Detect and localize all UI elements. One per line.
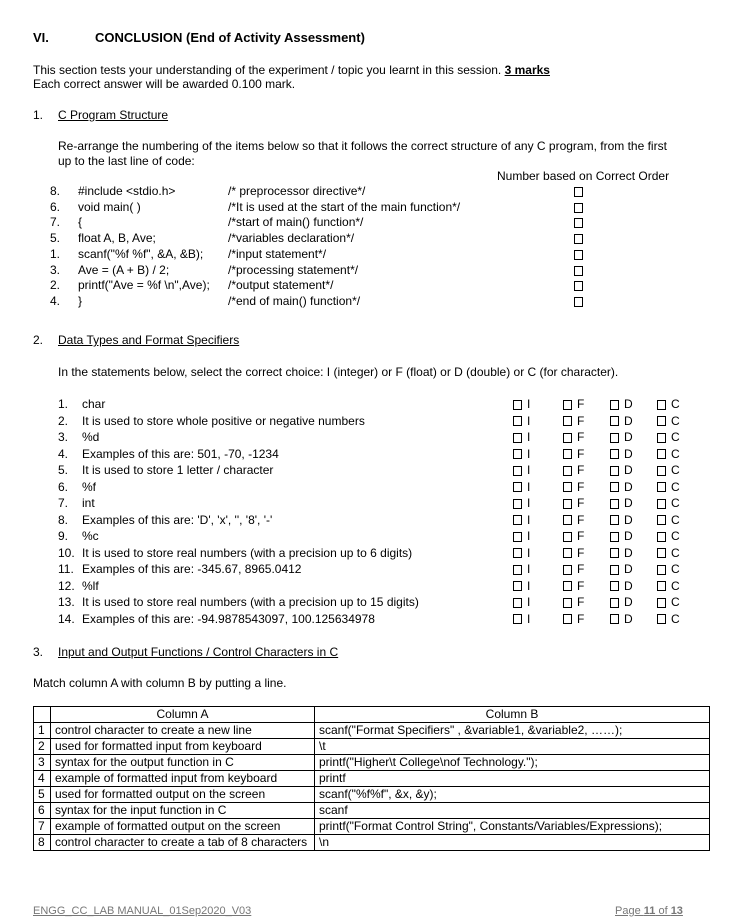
choice-c[interactable] (657, 430, 680, 444)
code-comment: /* preprocessor directive*/ (228, 184, 366, 198)
table-row (34, 755, 710, 771)
matching-table (33, 706, 710, 851)
choice-i[interactable] (513, 463, 530, 477)
column-b-cell: scanf (315, 803, 710, 819)
footer-page (615, 905, 683, 917)
column-a-cell: syntax for the output function in C (51, 755, 315, 771)
order-checkbox[interactable] (574, 297, 583, 307)
choice-d[interactable] (610, 546, 633, 560)
footer-doc-id: ENGG_CC_LAB MANUAL_01Sep2020_V03 (33, 905, 252, 917)
choice-f[interactable] (563, 463, 584, 477)
item-text: %f (82, 479, 97, 494)
table-header-row (34, 707, 710, 723)
checkbox[interactable] (610, 532, 619, 542)
checkbox[interactable] (513, 515, 522, 525)
checkbox[interactable] (657, 499, 666, 509)
choice-label: I (527, 496, 531, 510)
choice-label: C (671, 397, 680, 411)
item-number: 6. (50, 199, 61, 214)
choice-label: C (671, 595, 680, 609)
item-number: 2. (50, 278, 61, 293)
q3-number: 3. (33, 645, 44, 659)
item-number: 3. (58, 430, 69, 444)
choice-label: D (624, 578, 633, 593)
column-a-cell: example of formatted output on the screen (51, 819, 315, 835)
choice-f[interactable] (563, 496, 584, 510)
code-line: } (78, 293, 83, 308)
choice-label: I (527, 545, 531, 560)
choice-label: D (624, 611, 633, 626)
column-b-cell: \t (315, 739, 710, 755)
checkbox[interactable] (563, 614, 572, 624)
choice-label: F (577, 413, 585, 428)
item-number: 3. (50, 262, 61, 277)
checkbox[interactable] (657, 433, 666, 443)
order-checkbox[interactable] (574, 234, 583, 244)
item-number: 5. (58, 463, 69, 477)
q1-number: 1. (33, 108, 44, 122)
checkbox[interactable] (513, 416, 522, 426)
choice-label: C (671, 413, 680, 428)
choice-d[interactable] (610, 595, 633, 609)
checkbox[interactable] (610, 433, 619, 443)
table-row (34, 787, 710, 803)
choice-c[interactable] (657, 463, 680, 477)
q1-title: C Program Structure (58, 108, 169, 122)
item-number: 6. (58, 479, 69, 494)
checkbox[interactable] (657, 581, 666, 591)
choice-i[interactable] (513, 546, 530, 560)
code-line: #include <stdio.h> (78, 184, 176, 198)
item-text: Examples of this are: 'D', 'x', '', '8', '-' (82, 512, 273, 527)
choice-d[interactable] (610, 612, 633, 626)
choice-d[interactable] (610, 480, 633, 494)
column-b-cell: \n (315, 835, 710, 851)
checkbox[interactable] (610, 416, 619, 426)
order-checkbox[interactable] (574, 203, 583, 213)
choice-d[interactable] (610, 414, 633, 428)
item-text: Examples of this are: 501, -70, -1234 (82, 446, 279, 461)
intro-line1 (33, 63, 550, 77)
column-a-cell: control character to create a new line (51, 723, 315, 739)
choice-label: D (624, 397, 633, 411)
choice-label: I (527, 512, 531, 527)
choice-label: I (527, 578, 531, 593)
choice-label: C (671, 496, 680, 510)
item-text: %lf (82, 578, 99, 593)
choice-i[interactable] (513, 397, 530, 411)
q2-number: 2. (33, 333, 44, 347)
checkbox[interactable] (657, 532, 666, 542)
checkbox[interactable] (657, 548, 666, 558)
choice-label: F (577, 446, 585, 461)
checkbox[interactable] (513, 614, 522, 624)
choice-label: I (527, 430, 531, 444)
choice-c[interactable] (657, 513, 680, 527)
order-checkbox[interactable] (574, 266, 583, 276)
choice-f[interactable] (563, 595, 584, 609)
column-b-cell: printf("Higher\t College\nof Technology."); (315, 755, 710, 771)
choice-label: I (527, 611, 531, 626)
choice-f[interactable] (563, 529, 584, 543)
choice-i[interactable] (513, 579, 530, 593)
column-b-cell: scanf("%f%f", &x, &y); (315, 787, 710, 803)
choice-c[interactable] (657, 496, 680, 510)
checkbox[interactable] (610, 515, 619, 525)
item-number: 7. (50, 215, 61, 230)
checkbox[interactable] (513, 532, 522, 542)
choice-label: F (577, 545, 585, 560)
choice-label: C (671, 446, 680, 461)
checkbox[interactable] (657, 598, 666, 608)
checkbox[interactable] (513, 466, 522, 476)
item-number: 13. (58, 595, 75, 609)
choice-label: D (624, 512, 633, 527)
checkbox[interactable] (563, 416, 572, 426)
section-title: CONCLUSION (End of Activity Assessment) (95, 30, 365, 45)
row-number: 7 (34, 819, 51, 835)
checkbox[interactable] (513, 433, 522, 443)
choice-label: D (624, 562, 633, 576)
q1-instruction2: up to the last line of code: (58, 154, 195, 168)
item-number: 11. (58, 562, 74, 576)
choice-label: I (527, 562, 531, 576)
checkbox[interactable] (513, 581, 522, 591)
checkbox[interactable] (563, 400, 572, 410)
column-a-cell: control character to create a tab of 8 characters (51, 835, 315, 851)
item-text: Examples of this are: -94.9878543097, 100.125634978 (82, 611, 375, 626)
choice-c[interactable] (657, 529, 680, 543)
choice-label: F (577, 463, 585, 477)
checkbox[interactable] (610, 565, 619, 575)
choice-i[interactable] (513, 595, 530, 609)
code-comment: /*end of main() function*/ (228, 293, 361, 308)
q1-column-header: Number based on Correct Order (497, 169, 670, 183)
choice-f[interactable] (563, 447, 584, 461)
q2-title: Data Types and Format Specifiers (58, 333, 240, 347)
choice-label: F (577, 611, 585, 626)
checkbox[interactable] (657, 565, 666, 575)
checkbox[interactable] (657, 515, 666, 525)
checkbox[interactable] (563, 515, 572, 525)
choice-label: F (577, 512, 585, 527)
choice-f[interactable] (563, 513, 584, 527)
column-b-cell: printf (315, 771, 710, 787)
page-number: 11 (643, 905, 656, 917)
q1-instruction1: Re-arrange the numbering of the items below so that it follows the correct structure of any C program, from the first (58, 139, 667, 153)
checkbox[interactable] (563, 548, 572, 558)
choice-i[interactable] (513, 612, 530, 626)
checkbox[interactable] (513, 548, 522, 558)
choice-c[interactable] (657, 480, 680, 494)
column-a-cell: syntax for the input function in C (51, 803, 315, 819)
choice-label: F (577, 479, 585, 494)
choice-f[interactable] (563, 579, 584, 593)
row-number: 1 (34, 723, 51, 739)
q3-instruction: Match column A with column B by putting a line. (33, 676, 287, 690)
item-text: %c (82, 529, 99, 543)
code-comment: /*variables declaration*/ (228, 231, 355, 246)
choice-f[interactable] (563, 546, 584, 560)
order-checkbox[interactable] (574, 281, 583, 291)
code-line: scanf("%f %f", &A, &B); (78, 246, 204, 261)
choice-c[interactable] (657, 595, 680, 609)
checkbox[interactable] (563, 499, 572, 509)
choice-label: D (624, 413, 633, 428)
checkbox[interactable] (610, 449, 619, 459)
q3-title: Input and Output Functions / Control Characters in C (58, 645, 339, 659)
checkbox[interactable] (563, 433, 572, 443)
checkbox[interactable] (513, 598, 522, 608)
item-text: It is used to store whole positive or negative numbers (82, 413, 365, 428)
checkbox[interactable] (657, 416, 666, 426)
checkbox[interactable] (563, 482, 572, 492)
choice-label: I (527, 463, 531, 477)
choice-i[interactable] (513, 496, 530, 510)
choice-label: F (577, 578, 585, 593)
row-number: 6 (34, 803, 51, 819)
code-line: { (78, 215, 83, 230)
choice-d[interactable] (610, 447, 633, 461)
row-number: 3 (34, 755, 51, 771)
choice-label: F (577, 496, 585, 510)
choice-c[interactable] (657, 612, 680, 626)
order-checkbox[interactable] (574, 187, 583, 197)
checkbox[interactable] (610, 466, 619, 476)
table-row (34, 803, 710, 819)
item-number: 2. (58, 413, 69, 428)
choice-i[interactable] (513, 430, 530, 444)
choice-label: D (624, 430, 633, 444)
choice-label: I (527, 595, 531, 609)
choice-label: D (624, 496, 633, 510)
choice-label: D (624, 595, 633, 609)
code-comment: /*start of main() function*/ (228, 215, 364, 230)
code-comment: /*processing statement*/ (228, 262, 359, 277)
item-text: It is used to store real numbers (with a precision up to 6 digits) (82, 545, 413, 560)
item-text: %d (82, 430, 100, 444)
choice-label: C (671, 512, 680, 527)
checkbox[interactable] (563, 532, 572, 542)
choice-label: F (577, 595, 585, 609)
item-number: 8. (50, 184, 61, 198)
choice-f[interactable] (563, 397, 584, 411)
choice-i[interactable] (513, 529, 530, 543)
item-text: int (82, 496, 95, 510)
checkbox[interactable] (563, 565, 572, 575)
column-b-cell: printf("Format Control String", Constants/Variables/Expressions); (315, 819, 710, 835)
choice-d[interactable] (610, 529, 633, 543)
item-number: 1. (58, 397, 69, 411)
checkbox[interactable] (657, 400, 666, 410)
checkbox[interactable] (513, 565, 522, 575)
column-a-cell: example of formatted input from keyboard (51, 771, 315, 787)
choice-label: C (671, 611, 680, 626)
checkbox[interactable] (657, 466, 666, 476)
page-of: of (655, 905, 671, 917)
marks: 3 marks (504, 63, 550, 77)
item-number: 9. (58, 529, 69, 543)
choice-label: C (671, 529, 680, 543)
choice-c[interactable] (657, 579, 680, 593)
choice-d[interactable] (610, 463, 633, 477)
code-line: Ave = (A + B) / 2; (78, 262, 170, 277)
column-a-header: Column A (51, 707, 315, 723)
choice-label: F (577, 562, 585, 576)
choice-c[interactable] (657, 546, 680, 560)
choice-d[interactable] (610, 579, 633, 593)
choice-label: F (577, 430, 585, 444)
checkbox[interactable] (563, 598, 572, 608)
item-number: 10. (58, 545, 75, 560)
choice-label: I (527, 529, 531, 543)
item-number: 4. (50, 293, 61, 308)
row-number: 4 (34, 771, 51, 787)
page-total: 13 (670, 905, 683, 917)
choice-d[interactable] (610, 430, 633, 444)
page-prefix: Page (615, 905, 644, 917)
choice-label: D (624, 446, 633, 461)
choice-label: D (624, 545, 633, 560)
choice-label: C (671, 430, 680, 444)
q2-instruction: In the statements below, select the correct choice: I (integer) or F (float) or D (double) or C (for character). (58, 365, 619, 379)
order-checkbox[interactable] (574, 250, 583, 260)
checkbox[interactable] (513, 400, 522, 410)
item-number: 4. (58, 446, 69, 461)
item-number: 12. (58, 578, 75, 593)
choice-f[interactable] (563, 480, 584, 494)
code-comment: /*It is used at the start of the main function*/ (228, 199, 461, 214)
item-text: Examples of this are: -345.67, 8965.0412 (82, 562, 302, 576)
choice-i[interactable] (513, 562, 530, 576)
column-b-header: Column B (315, 707, 710, 723)
code-line: void main( ) (78, 199, 141, 214)
choice-label: C (671, 545, 680, 560)
choice-label: D (624, 463, 633, 477)
checkbox[interactable] (563, 466, 572, 476)
checkbox[interactable] (610, 400, 619, 410)
choice-label: F (577, 529, 585, 543)
choice-label: D (624, 529, 633, 543)
choice-label: I (527, 479, 531, 494)
item-number: 5. (50, 231, 61, 246)
checkbox[interactable] (610, 482, 619, 492)
checkbox[interactable] (513, 482, 522, 492)
choice-f[interactable] (563, 612, 584, 626)
choice-i[interactable] (513, 480, 530, 494)
item-text: char (82, 397, 106, 411)
code-line: printf("Ave = %f \n",Ave); (78, 278, 210, 293)
checkbox[interactable] (657, 482, 666, 492)
checkbox[interactable] (610, 548, 619, 558)
row-number: 2 (34, 739, 51, 755)
checkbox[interactable] (513, 449, 522, 459)
choice-label: C (671, 578, 680, 593)
item-number: 8. (58, 512, 69, 527)
table-row (34, 723, 710, 739)
item-number: 7. (58, 496, 69, 510)
item-number: 1. (50, 246, 61, 261)
choice-f[interactable] (563, 414, 584, 428)
choice-d[interactable] (610, 496, 633, 510)
intro-text: This section tests your understanding of the experiment / topic you learnt in this session. (33, 63, 502, 77)
choice-label: C (671, 562, 680, 576)
column-a-cell: used for formatted input from keyboard (51, 739, 315, 755)
choice-d[interactable] (610, 397, 633, 411)
choice-i[interactable] (513, 447, 530, 461)
checkbox[interactable] (513, 499, 522, 509)
choice-f[interactable] (563, 430, 584, 444)
table-row (34, 739, 710, 755)
choice-c[interactable] (657, 397, 680, 411)
checkbox[interactable] (610, 614, 619, 624)
checkbox[interactable] (610, 581, 619, 591)
item-text: It is used to store 1 letter / character (82, 463, 274, 477)
choice-f[interactable] (563, 562, 584, 576)
code-comment: /*input statement*/ (228, 246, 327, 261)
choice-label: I (527, 446, 531, 461)
choice-c[interactable] (657, 447, 680, 461)
checkbox[interactable] (563, 581, 572, 591)
choice-label: F (577, 397, 585, 411)
choice-label: I (527, 413, 531, 428)
choice-c[interactable] (657, 414, 680, 428)
row-number: 8 (34, 835, 51, 851)
checkbox[interactable] (563, 449, 572, 459)
choice-label: C (671, 463, 680, 477)
section-number: VI. (33, 30, 49, 45)
column-a-cell: used for formatted output on the screen (51, 787, 315, 803)
choice-i[interactable] (513, 513, 530, 527)
code-comment: /*output statement*/ (228, 278, 334, 293)
checkbox[interactable] (610, 499, 619, 509)
checkbox[interactable] (610, 598, 619, 608)
choice-label: D (624, 479, 633, 494)
intro-line2: Each correct answer will be awarded 0.100 mark. (33, 77, 296, 91)
code-line: float A, B, Ave; (78, 231, 156, 246)
item-number: 14. (58, 611, 75, 626)
choice-label: C (671, 479, 680, 494)
checkbox[interactable] (657, 449, 666, 459)
choice-d[interactable] (610, 562, 633, 576)
checkbox[interactable] (657, 614, 666, 624)
choice-i[interactable] (513, 414, 530, 428)
item-text: It is used to store real numbers (with a precision up to 15 digits) (82, 595, 419, 609)
table-row (34, 819, 710, 835)
choice-c[interactable] (657, 562, 680, 576)
order-checkbox[interactable] (574, 218, 583, 228)
column-b-cell: scanf("Format Specifiers" , &variable1, &variable2, ……); (315, 723, 710, 739)
table-row (34, 771, 710, 787)
row-number: 5 (34, 787, 51, 803)
choice-d[interactable] (610, 513, 633, 527)
table-row (34, 835, 710, 851)
choice-label: I (527, 397, 531, 411)
